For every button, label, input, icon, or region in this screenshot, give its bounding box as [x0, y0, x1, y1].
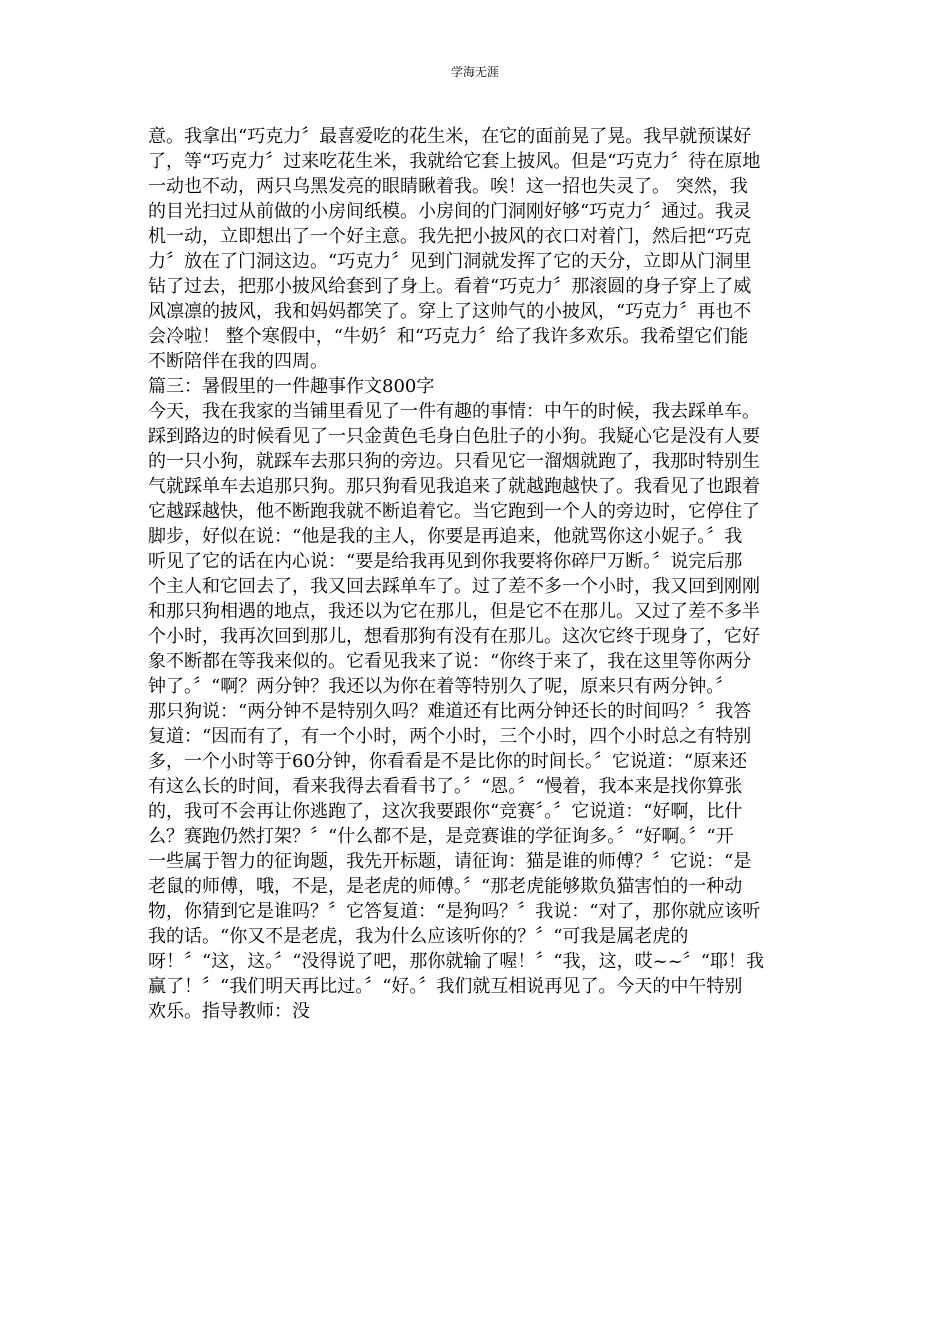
text-line: 听见了它的话在内心说：“要是给我再见到你我要将你碎尸万断。〞说完后那	[148, 551, 743, 572]
text-line: 钻了过去，把那小披风给套到了身上。看着“巧克力〞那滚圆的身子穿上了威	[148, 276, 752, 297]
text-line: 么？赛跑仍然打架？〞“什么都不是，是竞赛谁的学征询多。〞“好啊。〞“开	[148, 826, 734, 847]
text-line: 赢了！〞“我们明天再比过。〞“好。〞我们就互相说再见了。今天的中午特别	[148, 976, 743, 997]
page-header: 学海无涯	[450, 65, 499, 79]
document-body	[148, 124, 808, 1024]
text-line: 意。我拿出“巧克力〞最喜爱吃的花生米，在它的面前晃了晃。我早就预谋好	[148, 126, 752, 147]
text-line: 多，一个小时等于60分钟，你看看是不是比你的时间长。〞它说道：“原来还	[148, 751, 748, 772]
text-line: 一些属于智力的征询题，我先开标题，请征询：猫是谁的师傅？〞它说：“是	[148, 851, 752, 872]
text-line: 和那只狗相遇的地点，我还以为它在那儿，但是它不在那儿。又过了差不多半	[148, 601, 760, 622]
text-line: 有这么长的时间，看来我得去看看书了。〞“恩。〞“慢着，我本来是找你算张	[148, 776, 743, 797]
text-line: 风凛凛的披风，我和妈妈都笑了。穿上了这帅气的小披风，“巧克力〞再也不	[148, 301, 752, 322]
text-line: 钟了。〞“啊？两分钟？我还以为你在着等特别久了呢，原来只有两分钟。〞	[148, 676, 734, 697]
text-line: 欢乐。指导教师：没	[148, 1001, 310, 1022]
text-line: 不断陪伴在我的四周。	[148, 351, 328, 372]
text-line: 今天，我在我家的当铺里看见了一件有趣的事情：中午的时候，我去踩单车。	[148, 401, 760, 422]
text-line: 了，等“巧克力〞过来吃花生米，我就给它套上披风。但是“巧克力〞待在原地	[148, 151, 761, 172]
section-heading: 篇三：暑假里的一件趣事作文800字	[148, 376, 435, 397]
text-line: 复道：“因而有了，有一个小时，两个小时，三个小时，四个小时总之有特别	[148, 726, 752, 747]
text-line: 老鼠的师傅，哦，不是，是老虎的师傅。〞“那老虎能够欺负猫害怕的一种动	[148, 876, 743, 897]
text-line: 我的话。“你又不是老虎，我为什么应该听你的？〞“可我是属老虎的	[148, 926, 689, 947]
text-line: 它越踩越快，他不断跑我就不断追着它。当它跑到一个人的旁边时，它停住了	[148, 501, 760, 522]
text-line: 一动也不动，两只乌黑发亮的眼睛瞅着我。唉！这一招也失灵了。 突然，我	[148, 176, 748, 197]
text-line: 个小时，我再次回到那儿，想看那狗有没有在那儿。这次它终于现身了，它好	[148, 626, 760, 647]
text-line: 力〞放在了门洞这边。“巧克力〞见到门洞就发挥了它的天分，立即从门洞里	[148, 251, 752, 272]
text-line: 踩到路边的时候看见了一只金黄色毛身白色肚子的小狗。我疑心它是没有人要	[148, 426, 760, 447]
text-line: 那只狗说：“两分钟不是特别久吗？难道还有比两分钟还长的时间吗？〞我答	[148, 701, 752, 722]
text-line: 象不断都在等我来似的。它看见我来了说：“你终于来了，我在这里等你两分	[148, 651, 752, 672]
text-line: 的目光扫过从前做的小房间纸模。小房间的门洞刚好够“巧克力〞通过。我灵	[148, 201, 752, 222]
text-line: 呀！〞“这，这。〞“没得说了吧，那你就输了喔！〞“我，这，哎~~〞“耶！我	[148, 951, 764, 972]
text-line: 物，你猜到它是谁吗？〞它答复道：“是狗吗？〞我说：“对了，那你就应该听	[148, 901, 761, 922]
text-line: 气就踩单车去追那只狗。那只狗看见我追来了就越跑越快了。我看见了也跟着	[148, 476, 760, 497]
text-line: 机一动，立即想出了一个好主意。我先把小披风的衣口对着门，然后把“巧克	[148, 226, 752, 247]
text-line: 的，我可不会再让你逃跑了，这次我要跟你“竞赛〞。〞它说道：“好啊，比什	[148, 801, 743, 822]
text-line: 会冷啦！ 整个寒假中，“牛奶〞和“巧克力〞给了我许多欢乐。我希望它们能	[148, 326, 749, 347]
text-line: 的一只小狗，就踩车去那只狗的旁边。只看见它一溜烟就跑了，我那时特别生	[148, 451, 760, 472]
text-line: 个主人和它回去了，我又回去踩单车了。过了差不多一个小时，我又回到刚刚	[148, 576, 760, 597]
text-line: 脚步，好似在说：“他是我的主人，你要是再追来，他就骂你这小妮子。〞我	[148, 526, 743, 547]
